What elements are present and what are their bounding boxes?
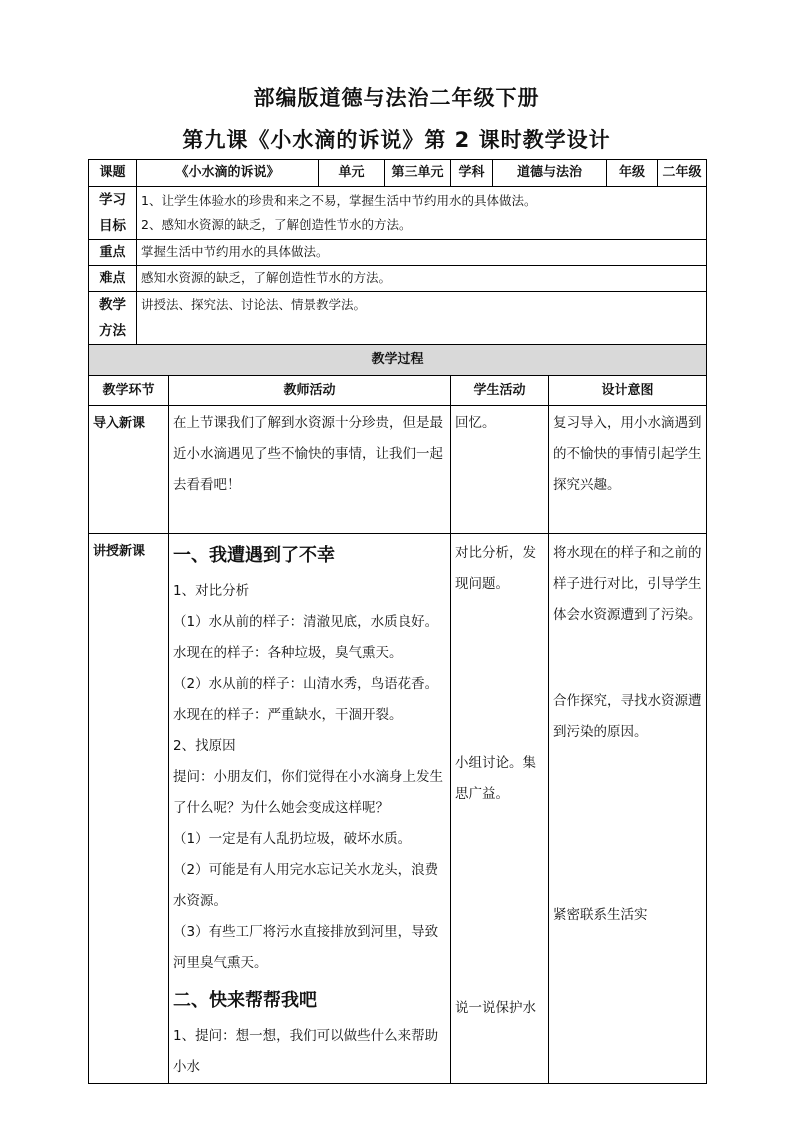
subject-value: 道德与法治 <box>493 160 607 187</box>
intro-student: 回忆。 <box>451 406 549 534</box>
lecture-intent-2: 合作探究，寻找水资源遭到污染的原因。 <box>553 693 702 740</box>
lecture-line-11: 1、提问：想一想，我们可以做些什么来帮助小水 <box>173 1028 439 1075</box>
lecture-student-2: 小组讨论。集思广益。 <box>455 755 537 802</box>
subject-label: 学科 <box>451 160 493 187</box>
lecture-stage: 讲授新课 <box>89 534 169 1084</box>
lecture-line-8: （1）一定是有人乱扔垃圾，破坏水质。 <box>173 831 412 847</box>
lesson-plan-table <box>88 159 707 1084</box>
objectives-label <box>89 187 137 240</box>
grade-label: 年级 <box>607 160 658 187</box>
objectives-label-1: 学习 <box>99 192 126 208</box>
col-intent: 设计意图 <box>549 376 707 406</box>
methods-label <box>89 292 137 345</box>
col-student: 学生活动 <box>451 376 549 406</box>
objectives-label-2: 目标 <box>99 218 126 234</box>
process-heading: 教学过程 <box>89 345 707 376</box>
lecture-line-4: （2）水从前的样子：山清水秀，鸟语花香。 <box>173 676 439 692</box>
objective-line-2: 2、感知水资源的缺乏，了解创造性节水的方法。 <box>141 217 412 232</box>
lecture-intent-1: 将水现在的样子和之前的样子进行对比，引导学生体会水资源遭到了污染。 <box>553 545 702 623</box>
lecture-intent-3: 紧密联系生活实 <box>553 907 648 923</box>
doc-title-line2: 第九课《小水滴的诉说》第 2 课时教学设计 <box>182 128 611 152</box>
topic-label: 课题 <box>89 160 137 187</box>
lecture-line-10: （3）有些工厂将污水直接排放到河里，导致河里臭气熏天。 <box>173 924 439 971</box>
unit-label: 单元 <box>319 160 385 187</box>
key-point-label: 重点 <box>89 240 137 266</box>
lecture-student-1: 对比分析，发现问题。 <box>455 545 537 592</box>
lecture-line-3: 水现在的样子：各种垃圾，臭气熏天。 <box>173 645 403 661</box>
lecture-student-3: 说一说保护水 <box>455 1000 537 1016</box>
lecture-line-5: 水现在的样子：严重缺水，干涸开裂。 <box>173 707 403 723</box>
lecture-line-6: 2、找原因 <box>173 738 236 754</box>
objective-line-1: 1、让学生体验水的珍贵和来之不易，掌握生活中节约用水的具体做法。 <box>141 193 537 208</box>
methods-text: 讲授法、探究法、讨论法、情景教学法。 <box>137 292 707 345</box>
intro-intent: 复习导入，用小水滴遇到的不愉快的事情引起学生探究兴趣。 <box>549 406 707 534</box>
lecture-line-7: 提问：小朋友们，你们觉得在小水滴身上发生了什么呢？为什么她会变成这样呢？ <box>173 769 443 816</box>
unit-value: 第三单元 <box>385 160 451 187</box>
lecture-line-9: （2）可能是有人用完水忘记关水龙头，浪费水资源。 <box>173 862 439 909</box>
difficulty-text: 感知水资源的缺乏，了解创造性节水的方法。 <box>137 266 707 292</box>
intro-teacher: 在上节课我们了解到水资源十分珍贵，但是最近小水滴遇见了些不愉快的事情，让我们一起去看看吧！ <box>169 406 451 534</box>
lecture-line-1: 1、对比分析 <box>173 583 250 599</box>
methods-label-2: 方法 <box>99 323 126 339</box>
section1-title: 一、我遭遇到了不幸 <box>173 545 335 566</box>
methods-label-1: 教学 <box>99 297 126 313</box>
intro-stage: 导入新课 <box>89 406 169 534</box>
section2-title: 二、快来帮帮我吧 <box>173 990 317 1011</box>
col-teacher: 教师活动 <box>169 376 451 406</box>
col-stage: 教学环节 <box>89 376 169 406</box>
doc-title-line1: 部编版道德与法治二年级下册 <box>253 86 540 110</box>
difficulty-label: 难点 <box>89 266 137 292</box>
lecture-line-2: （1）水从前的样子：清澈见底，水质良好。 <box>173 614 439 630</box>
key-point-text: 掌握生活中节约用水的具体做法。 <box>137 240 707 266</box>
topic-value: 《小水滴的诉说》 <box>137 160 319 187</box>
grade-value: 二年级 <box>658 160 707 187</box>
